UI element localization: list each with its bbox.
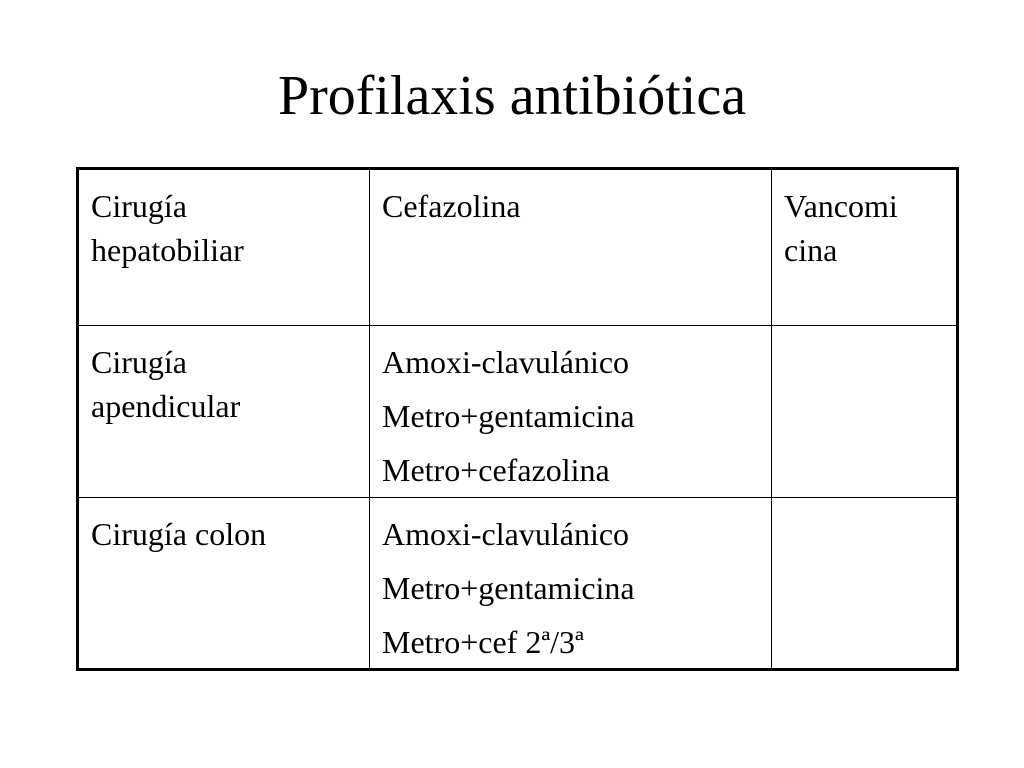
antibiotic-line: Amoxi-clavulánico — [382, 344, 630, 381]
antibiotic-line: Metro+cefazolina — [382, 452, 610, 489]
prophylaxis-table — [76, 167, 959, 671]
surgery-label-line: Cirugía — [91, 344, 187, 381]
alternative-cell — [772, 169, 958, 326]
surgery-label-line: Cirugía colon — [91, 515, 267, 552]
surgery-cell — [78, 169, 370, 326]
surgery-label-line: Cirugía — [91, 188, 187, 224]
antibiotic-line: Metro+gentamicina — [382, 398, 635, 435]
table-row-appendicular — [78, 326, 958, 497]
alternative-cell-empty — [772, 326, 958, 497]
antibiotic-line: Cefazolina — [382, 188, 521, 224]
table-row-hepatobiliary — [78, 169, 958, 326]
antibiotic-line: Metro+gentamicina — [382, 569, 635, 606]
first-choice-cell — [370, 169, 772, 326]
first-choice-cell — [370, 497, 772, 669]
surgery-label-line: hepatobiliar — [91, 232, 244, 268]
surgery-label-line: apendicular — [91, 388, 241, 425]
slide-title: Profilaxis antibiótica — [277, 65, 747, 127]
alternative-antibiotic-line: Vancomi — [784, 188, 898, 224]
alternative-antibiotic-line: cina — [784, 232, 838, 268]
first-choice-cell — [370, 326, 772, 497]
antibiotic-line: Amoxi-clavulánico — [382, 515, 630, 552]
antibiotic-line: Metro+cef 2ª/3ª — [382, 623, 584, 660]
surgery-cell — [78, 326, 370, 497]
alternative-cell-empty — [772, 497, 958, 669]
table-row-colon — [78, 497, 958, 669]
surgery-cell — [78, 497, 370, 669]
